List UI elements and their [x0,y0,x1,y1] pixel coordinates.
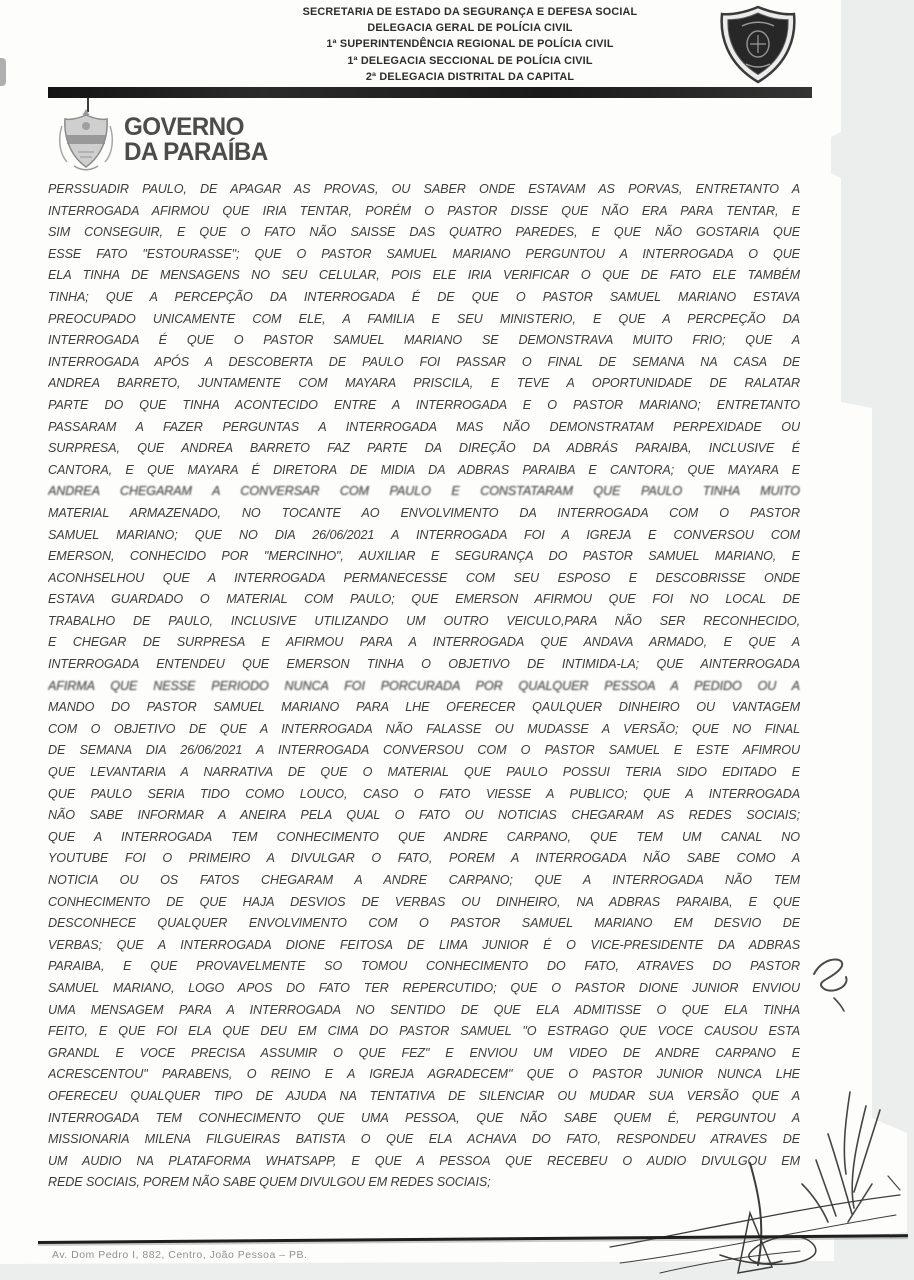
governo-da-paraiba-logotype [124,115,268,165]
body-text-line: PREOCUPADO UNICAMENTE COM ELE, A FAMILIA E SEU MINISTERIO, E QUE A PERCPEÇÃO DA [48,311,800,326]
body-text-line: TINHA; QUE A PERCEPÇÃO DA INTERROGADA É DE QUE O PASTOR SAMUEL MARIANO ESTAVA [48,289,800,304]
body-text-line: TRABALHO DE PAULO, INCLUSIVE UTILIZANDO UM OUTRO VEICULO,PARA NÃO SER RECONHECIDO, [48,613,800,628]
paraiba-coat-of-arms-icon [56,108,116,174]
body-text-line: QUE LEVANTARIA A NARRATIVA DE QUE O MATERIAL QUE PAULO POSSUI TERIA SIDO EDITADO E [48,765,800,780]
body-text-line: VERBAS; QUE A INTERROGADA DIONE FEITOSA DE LIMA JUNIOR É O VICE-PRESIDENTE DA ADBRAS [48,937,800,952]
body-text-line: INTERROGADA TEM CONHECIMENTO QUE UMA PESSOA, QUE NÃO SABE QUEM É, PERGUNTOU A [48,1110,800,1125]
body-text-line: EMERSON, CONHECIDO POR "MERCINHO", AUXILIAR E SEGURANÇA DO PASTOR SAMUEL MARIANO, E [48,549,800,564]
body-text-line: INTERROGADA É QUE O PASTOR SAMUEL MARIANO SE DEMONSTRAVA MUITO FRIO; QUE A [48,333,800,348]
header-org-line: DELEGACIA GERAL DE POLÍCIA CIVIL [367,22,573,35]
body-text-line: QUE A INTERROGADA TEM CONHECIMENTO QUE ANDRE CARPANO, QUE TEM UM CANAL NO [48,829,800,844]
header-org-line: 1ª DELEGACIA SECCIONAL DE POLÍCIA CIVIL [347,54,593,67]
body-text-line: CANTORA, E QUE MAYARA É DIRETORA DE MIDIA DA ADBRAS PARAIBA E CANTORA; QUE MAYARA E [48,462,800,477]
body-text-line: SAMUEL MARIANO; QUE NO DIA 26/06/2021 A INTERROGADA FOI A IGREJA E CONVERSOU COM [48,527,800,542]
signature-flourish-large [600,1155,910,1277]
document-header [150,4,790,85]
body-text-line: ANDREA BARRETO, JUNTAMENTE COM MAYARA PRISCILA, E TEVE A OPORTUNIDADE DE RALATAR [48,376,800,391]
body-text-line: REDE SOCIAIS, POREM NÃO SABE QUEM DIVULGOU EM REDES SOCIAIS; [48,1175,491,1190]
header-divider-bar [48,87,812,98]
body-text-line: ESSE FATO "ESTOURASSE"; QUE O PASTOR SAMUEL MARIANO PERGUNTOU A INTERROGADA O QUE [48,246,800,261]
body-text-line: E CHEGAR DE SURPRESA E AFIRMOU PARA A INTERROGADA QUE ANDAVA ARMADO, E QUE A [48,635,800,650]
body-text-line: ESTAVA GUARDADO O MATERIAL COM PAULO; QUE EMERSON AFIRMOU QUE FOI NO LOCAL DE [48,592,800,607]
scan-edge-smudge [0,58,6,86]
signature-scribble-small [806,948,862,1014]
footer-address: Av. Dom Pedro I, 882, Centro, João Pessoa – PB. [52,1249,308,1261]
body-text-line: PASSARAM A FAZER PERGUNTAS A INTERROGADA MAS NÃO DEMONSTRATAM PERPEXIDADE OU [48,419,800,434]
body-text-line: PARTE DO QUE TINHA ACONTECIDO ENTRE A INTERROGADA E O PASTOR MARIANO; ENTRETANTO [48,397,800,412]
body-text-line: ELA TINHA DE MENSAGENS NO SEU CELULAR, POIS ELE IRIA VERIFICAR O QUE DE FATO ELE TAMBÉM [48,268,800,283]
body-text-line: QUE PAULO SERIA TIDO COMO LOUCO, CASO O FATO VIESSE A PUBLICO; QUE A INTERROGADA [48,786,800,801]
body-text-line: DE SEMANA DIA 26/06/2021 A INTERROGADA CONVERSOU COM O PASTOR SAMUEL E ESTE AFIMROU [48,743,800,758]
body-text-line: DESCONHECE QUALQUER ENVOLVIMENTO COM O PASTOR SAMUEL MARIANO EM DESVIO DE [48,916,800,931]
body-text-line: UMA MENSAGEM PARA A INTERROGADA NO SENTIDO DE QUE ELA ADMITISSE O QUE ELA TINHA [48,1002,800,1017]
body-text-line: NOTICIA OU OS FATOS CHEGARAM A ANDRE CARPANO; QUE A INTERROGADA NÃO TEM [48,873,800,887]
body-text-line: PARAIBA, E QUE PROVAVELMENTE SO TOMOU CONHECIMENTO DO FATO, ATRAVES DO PASTOR [48,959,800,974]
body-text-line: YOUTUBE FOI O PRIMEIRO A DIVULGAR O FATO, POREM A INTERROGADA NÃO SABE COMO A [48,851,800,866]
header-org-line: 1ª SUPERINTENDÊNCIA REGIONAL DE POLÍCIA CIVIL [326,38,614,51]
body-text-line: PERSSUADIR PAULO, DE APAGAR AS PROVAS, OU SABER ONDE ESTAVAM AS PORVAS, ENTRETANTO A [48,182,800,196]
body-text-line: NÃO SABE INFORMAR A ANEIRA PELA QUAL O FATO OU NOTICIAS CHEGARAM AS REDES SOCIAIS; [48,808,800,823]
body-text-line: MATERIAL ARMAZENADO, NO TOCANTE AO ENVOLVIMENTO DA INTERROGADA COM O PASTOR [48,505,800,520]
body-text-line: OFERECEU QUALQUER TIPO DE AJUDA NA TENTATIVA DE SILENCIAR OU MUDAR SUA VERSÃO QUE A [48,1088,800,1103]
logo-line-1: GOVERNO [124,113,244,141]
header-org-line: SECRETARIA DE ESTADO DA SEGURANÇA E DEFESA SOCIAL [302,6,638,18]
body-text-line: INTERROGADA ENTENDEU QUE EMERSON TINHA O OBJETIVO DE INTIMIDA-LA; QUE AINTERROGADA [48,657,800,672]
body-text-line: AFIRMA QUE NESSE PERIODO NUNCA FOI PORCURADA POR QUALQUER PESSOA A PEDIDO OU A [48,678,800,693]
body-text-line: SURPRESA, QUE ANDREA BARRETO FAZ PARTE DA DIREÇÃO DA ADBRÁS PARAIBA, INCLUSIVE É [48,441,800,456]
body-text-line: GRANDL E VOCE PRECISA ASSUMIR O QUE FEZ" E ENVIOU UM VIDEO DE ANDRE CARPANO E [48,1045,800,1060]
body-text-line: SIM CONSEGUIR, E QUE O FATO NÃO SAISSE DAS QUATRO PAREDES, E QUE NÃO GOSTARIA QUE [48,225,800,240]
body-text-line: CONHECIMENTO DE QUE HAJA DESVIOS DE VERBAS OU DINHEIRO, NA ADBRAS PARAIBA, E QUE [48,894,800,909]
logo-line-2: DA PARAÍBA [124,138,268,166]
body-text-line: MANDO DO PASTOR SAMUEL MARIANO PARA LHE OFERECER QAULQUER DINHEIRO OU VANTAGEM [48,700,800,715]
body-text-line: UM AUDIO NA PLATAFORMA WHATSAPP, E QUE A PESSOA QUE RECEBEU O AUDIO DIVULGOU EM [48,1153,800,1168]
header-org-line: 2ª DELEGACIA DISTRITAL DA CAPITAL [365,70,575,83]
body-text-line: MISSIONARIA MILENA FILGUEIRAS BATISTA O QUE ELA ACHAVA DO FATO, RESPONDEU ATRAVES DE [48,1132,800,1147]
body-text-line: INTERROGADA AFIRMOU QUE IRIA TENTAR, PORÉM O PASTOR DISSE QUE NÃO ERA PARA TENTAR, E [48,203,800,218]
body-text-line: ACRESCENTOU" PARABENS, O REINO E A IGREJA AGRADECEM" QUE O PASTOR JUNIOR NUNCA LHE [48,1067,800,1082]
deposition-text-block [48,179,800,1194]
policia-civil-badge-icon [714,5,802,85]
body-text-line: COM O OBJETIVO DE QUE A INTERROGADA NÃO FALASSE OU MUDASSE A VERSÃO; QUE NO FINAL [48,721,800,736]
body-text-line: ACONHSELHOU QUE A INTERROGADA PERMANECESSE COM SEU ESPOSO E DESCOBRISSE ONDE [48,570,800,585]
body-text-line: FEITO, E QUE FOI ELA QUE DEU EM CIMA DO PASTOR SAMUEL "O ESTRAGO QUE VOCE CAUSOU ESTA [48,1024,800,1039]
body-text-line: SAMUEL MARIANO, LOGO APOS DO FATO TER REPERCUTIDO; QUE O PASTOR DIONE JUNIOR ENVIOU [48,980,800,995]
body-text-line: INTERROGADA APÓS A DESCOBERTA DE PAULO FOI PASSAR O FINAL DE SEMANA NA CASA DE [48,354,800,369]
body-text-line: ANDREA CHEGARAM A CONVERSAR COM PAULO E CONSTATARAM QUE PAULO TINHA MUITO [48,484,800,499]
